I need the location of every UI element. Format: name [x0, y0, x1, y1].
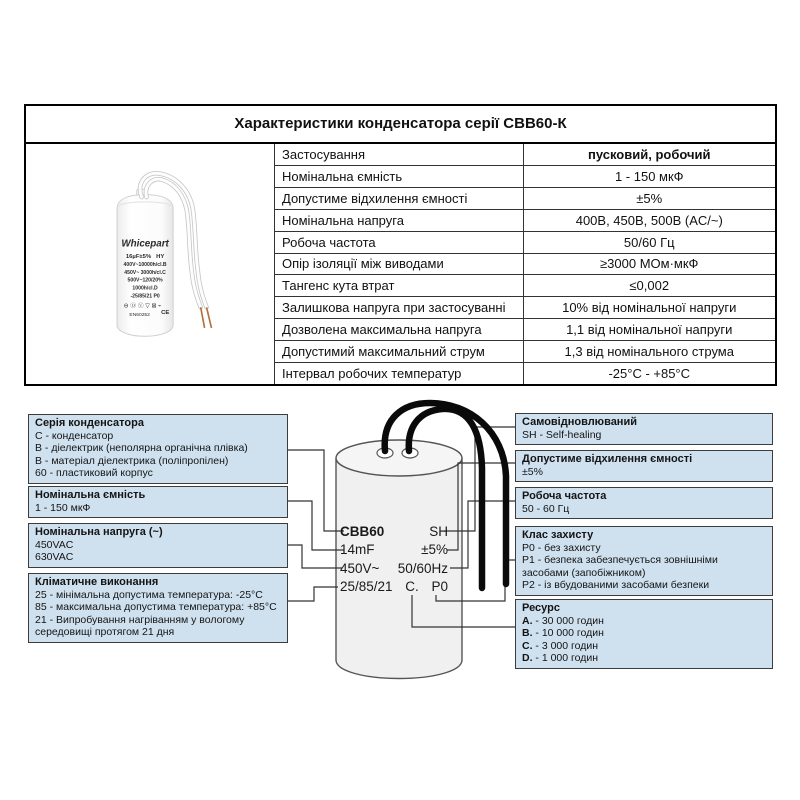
callout-title: Кліматичне виконання — [35, 576, 159, 588]
photo-label-line: 500V~120/20% — [127, 277, 163, 284]
callout-line: 450VAC — [35, 538, 74, 551]
spec-value: 400В, 450В, 500В (AC/~) — [575, 212, 723, 228]
callout-line: 85 - максимальна допустима температура: +85°C — [35, 601, 277, 613]
marking-row — [340, 522, 448, 541]
callout-line: 630VAC — [35, 551, 74, 563]
callout-line: B - матеріал діелектрика (поліпропілен) — [35, 454, 229, 467]
spec-value: 1 - 150 мкФ — [614, 168, 684, 184]
marking-capacitance: 14mF — [340, 542, 375, 558]
spec-name: Тангенс кута втрат — [275, 275, 524, 296]
callout-title: Робоча частота — [522, 490, 607, 502]
photo-label-line: 450V~ 3000h/cl.C — [124, 269, 166, 276]
callout-title: Допустиме відхилення ємності — [522, 453, 693, 465]
marking-frequency: 50/60Hz — [397, 560, 448, 576]
photo-label-line: 400V~10000h/cl.B — [123, 261, 167, 268]
callout-title: Самовідновлюваний — [522, 416, 637, 428]
callout-line: C - конденсатор — [35, 429, 114, 442]
spec-name: Залишкова напруга при застосуванні — [275, 297, 524, 318]
callout-line: ±5% — [522, 465, 543, 478]
spec-name: Номінальна ємність — [275, 166, 524, 187]
callout-line: 1 - 150 мкФ — [35, 501, 91, 514]
table-title: Характеристики конденсатора серії CBB60-К — [26, 106, 775, 144]
callout-line: C. - 3 000 годин — [522, 639, 599, 652]
callout-series — [28, 414, 288, 484]
callout-line: 25 - мінімальна допустима температура: -25°C — [35, 588, 263, 601]
marking-protection-class: P0 — [431, 579, 448, 595]
spec-name: Номінальна напруга — [275, 210, 524, 231]
spec-name: Застосування — [275, 144, 524, 165]
marking-row — [340, 541, 448, 560]
spec-value: -25°C - +85°C — [608, 366, 691, 382]
callout-line: P0 - без захисту — [522, 541, 601, 554]
spec-value: 1,3 від номінального струма — [564, 344, 734, 360]
callout-voltage — [28, 523, 288, 568]
ce-mark: CE — [161, 310, 170, 317]
callout-protection-class — [515, 526, 773, 596]
photo-label-line: 1000h/cl.D — [132, 285, 158, 292]
spec-name: Дозволена максимальна напруга — [275, 319, 524, 340]
spec-value: ±5% — [636, 190, 663, 206]
photo-standard-text: EN60252 — [129, 313, 150, 319]
marking-tolerance: ±5% — [421, 542, 448, 558]
callout-line: A. - 30 000 годин — [522, 614, 604, 627]
capacitor-markings — [340, 522, 448, 596]
marking-climate: 25/85/21 — [340, 579, 393, 595]
photo-label-line: 16µF±5% HY — [125, 254, 165, 261]
spec-name: Робоча частота — [275, 232, 524, 253]
marking-row — [340, 559, 448, 578]
callout-resource — [515, 599, 773, 669]
spec-name: Інтервал робочих температур — [275, 363, 524, 384]
spec-value: 1,1 від номінальної напруги — [566, 322, 733, 338]
callout-line: 60 - пластиковий корпус — [35, 467, 153, 479]
spec-value: ≤0,002 — [629, 278, 670, 294]
marking-resource-class: C. — [405, 579, 419, 595]
callout-capacitance — [28, 486, 288, 518]
callout-line: 21 - Випробування нагріванням у вологому середовищі протягом 21 дня — [35, 613, 245, 638]
certification-marks: ⊖ Ⓓ Ⓥ ▽ ⊠ ⌁ — [123, 303, 162, 310]
callout-line: SH - Self-healing — [522, 428, 602, 441]
callout-line: P2 - із вбудованими засобами безпеки — [522, 579, 710, 591]
callout-line: B - діелектрик (неполярна органічна плівка) — [35, 442, 248, 454]
photo-label-line: -25/85/21 P0 — [130, 293, 160, 300]
marking-series: CBB60 — [340, 523, 385, 539]
spec-name: Допустимий максимальний струм — [275, 341, 524, 362]
callout-line: P1 - безпека забезпечується зовнішніми засобами (запобіжником) — [522, 554, 718, 579]
callout-tolerance — [515, 450, 773, 482]
connector-voltage — [288, 545, 342, 568]
callout-title: Номінальна ємність — [35, 489, 146, 501]
callout-frequency — [515, 487, 773, 519]
callout-title: Серія конденсатора — [35, 417, 144, 429]
callout-line: 50 - 60 Гц — [522, 502, 570, 515]
photo-brand-text: Whicepart — [121, 238, 169, 250]
spec-value: 10% від номінальної напруги — [562, 300, 737, 316]
marking-self-healing: SH — [429, 523, 448, 539]
spec-name: Допустиме відхилення ємності — [275, 188, 524, 209]
diagram-terminal — [377, 448, 393, 458]
spec-value: ≥3000 МОм·мкФ — [600, 256, 699, 272]
spec-value: 50/60 Гц — [623, 234, 675, 250]
diagram-terminal — [402, 448, 418, 458]
callout-title: Номінальна напруга (~) — [35, 526, 163, 538]
spec-name: Опір ізоляції між виводами — [275, 254, 524, 275]
callout-title: Клас захисту — [522, 529, 594, 541]
spec-value: пусковий, робочий — [587, 146, 711, 162]
callout-self-healing — [515, 413, 773, 445]
connector-climate — [288, 587, 338, 601]
marking-row — [340, 578, 448, 597]
callout-title: Ресурс — [522, 602, 560, 614]
callout-line: D. - 1 000 годин — [522, 652, 599, 664]
marking-voltage: 450V~ — [340, 560, 380, 576]
callout-climate — [28, 573, 288, 643]
callout-line: B. - 10 000 годин — [522, 627, 604, 639]
